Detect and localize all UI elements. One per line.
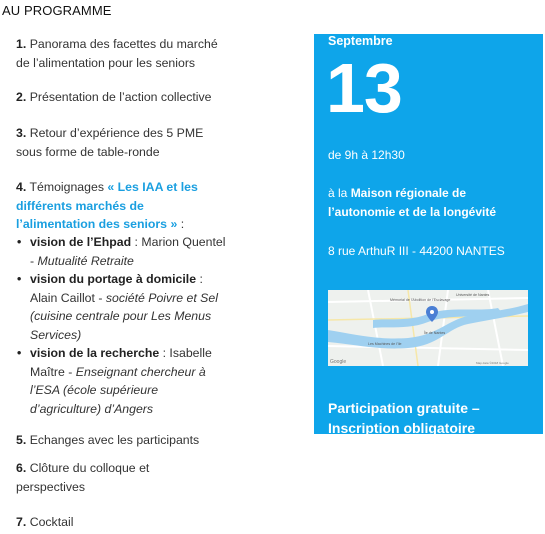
testimony-list bbox=[16, 233, 231, 418]
item-number: 6. bbox=[16, 461, 27, 475]
bullet-icon: • bbox=[17, 272, 22, 286]
item-text: Echanges avec les participants bbox=[29, 433, 200, 447]
program-item-7 bbox=[16, 513, 176, 532]
testimony-org: Mutualité Retraite bbox=[37, 253, 134, 268]
event-place bbox=[328, 184, 533, 222]
item-tail: : bbox=[177, 217, 185, 231]
item-text: Cocktail bbox=[29, 515, 74, 529]
testimony-item bbox=[16, 344, 231, 418]
item-text: Présentation de l’action collective bbox=[29, 90, 212, 104]
item-number: 4. bbox=[16, 180, 27, 194]
item-number: 1. bbox=[16, 37, 27, 51]
map-label: Île de Nantes bbox=[424, 331, 446, 335]
location-map[interactable] bbox=[328, 290, 528, 366]
item-number: 3. bbox=[16, 126, 27, 140]
footer-line-1: Participation gratuite – bbox=[328, 400, 480, 416]
program-item-1 bbox=[16, 35, 226, 72]
event-day: 13 bbox=[326, 49, 402, 127]
bullet-icon: • bbox=[17, 235, 22, 249]
event-time: de 9h à 12h30 bbox=[328, 148, 405, 162]
item-text: Panorama des facettes du marché de l’alimentation pour les seniors bbox=[16, 37, 218, 70]
place-name: Maison régionale de l’autonomie et de la longévité bbox=[328, 186, 497, 219]
bullet-icon: • bbox=[17, 346, 22, 360]
program-item-5 bbox=[16, 431, 236, 450]
item-text: Témoignages bbox=[29, 180, 104, 194]
testimony-org: société Poivre et Sel (cuisine centrale pour Les Menus Services) bbox=[30, 290, 218, 342]
testimony-item bbox=[16, 233, 231, 270]
testimony-title: vision de l’Ehpad bbox=[30, 235, 132, 249]
item-number: 5. bbox=[16, 433, 27, 447]
testimony-speaker: : Alain Caillot - bbox=[30, 272, 203, 305]
item-number: 2. bbox=[16, 90, 27, 104]
event-address: 8 rue ArthuR III - 44200 NANTES bbox=[328, 244, 505, 258]
map-label: Les Machines de l’île bbox=[368, 342, 402, 346]
program-item-4 bbox=[16, 178, 221, 234]
testimony-speaker: : Marion Quentel - bbox=[30, 235, 226, 268]
event-month: Septembre bbox=[328, 34, 393, 48]
map-graphic bbox=[328, 290, 528, 366]
program-item-3 bbox=[16, 124, 206, 161]
map-label: Université de Nantes bbox=[456, 293, 490, 297]
program-item-2 bbox=[16, 88, 236, 107]
program-item-6 bbox=[16, 459, 176, 496]
map-credit: Map data ©2018 Google bbox=[476, 361, 509, 365]
map-label: Mémorial de l’Abolition de l’Esclavage bbox=[390, 298, 451, 302]
testimony-item bbox=[16, 270, 231, 344]
item-text: Clôture du colloque et perspectives bbox=[16, 461, 150, 494]
page-heading: AU PROGRAMME bbox=[2, 3, 112, 18]
item-text: Retour d’expérience des 5 PME sous forme de table-ronde bbox=[16, 126, 204, 159]
testimony-org: Enseignant chercheur à l’ESA (école supérieure d’agriculture) d’Angers bbox=[30, 364, 206, 416]
testimony-title: vision de la recherche bbox=[30, 346, 160, 360]
registration-note bbox=[328, 398, 538, 438]
theme-accent-text: « Les IAA et les différents marchés de l’alimentation des seniors » bbox=[16, 180, 198, 231]
google-logo: Google bbox=[330, 359, 347, 365]
testimony-speaker: : Isabelle Maître - bbox=[30, 346, 212, 379]
footer-line-2: Inscription obligatoire bbox=[328, 420, 476, 436]
place-prefix: à la bbox=[328, 186, 351, 200]
event-panel bbox=[314, 34, 543, 434]
testimony-title: vision du portage à domicile bbox=[30, 272, 197, 286]
item-number: 7. bbox=[16, 515, 27, 529]
